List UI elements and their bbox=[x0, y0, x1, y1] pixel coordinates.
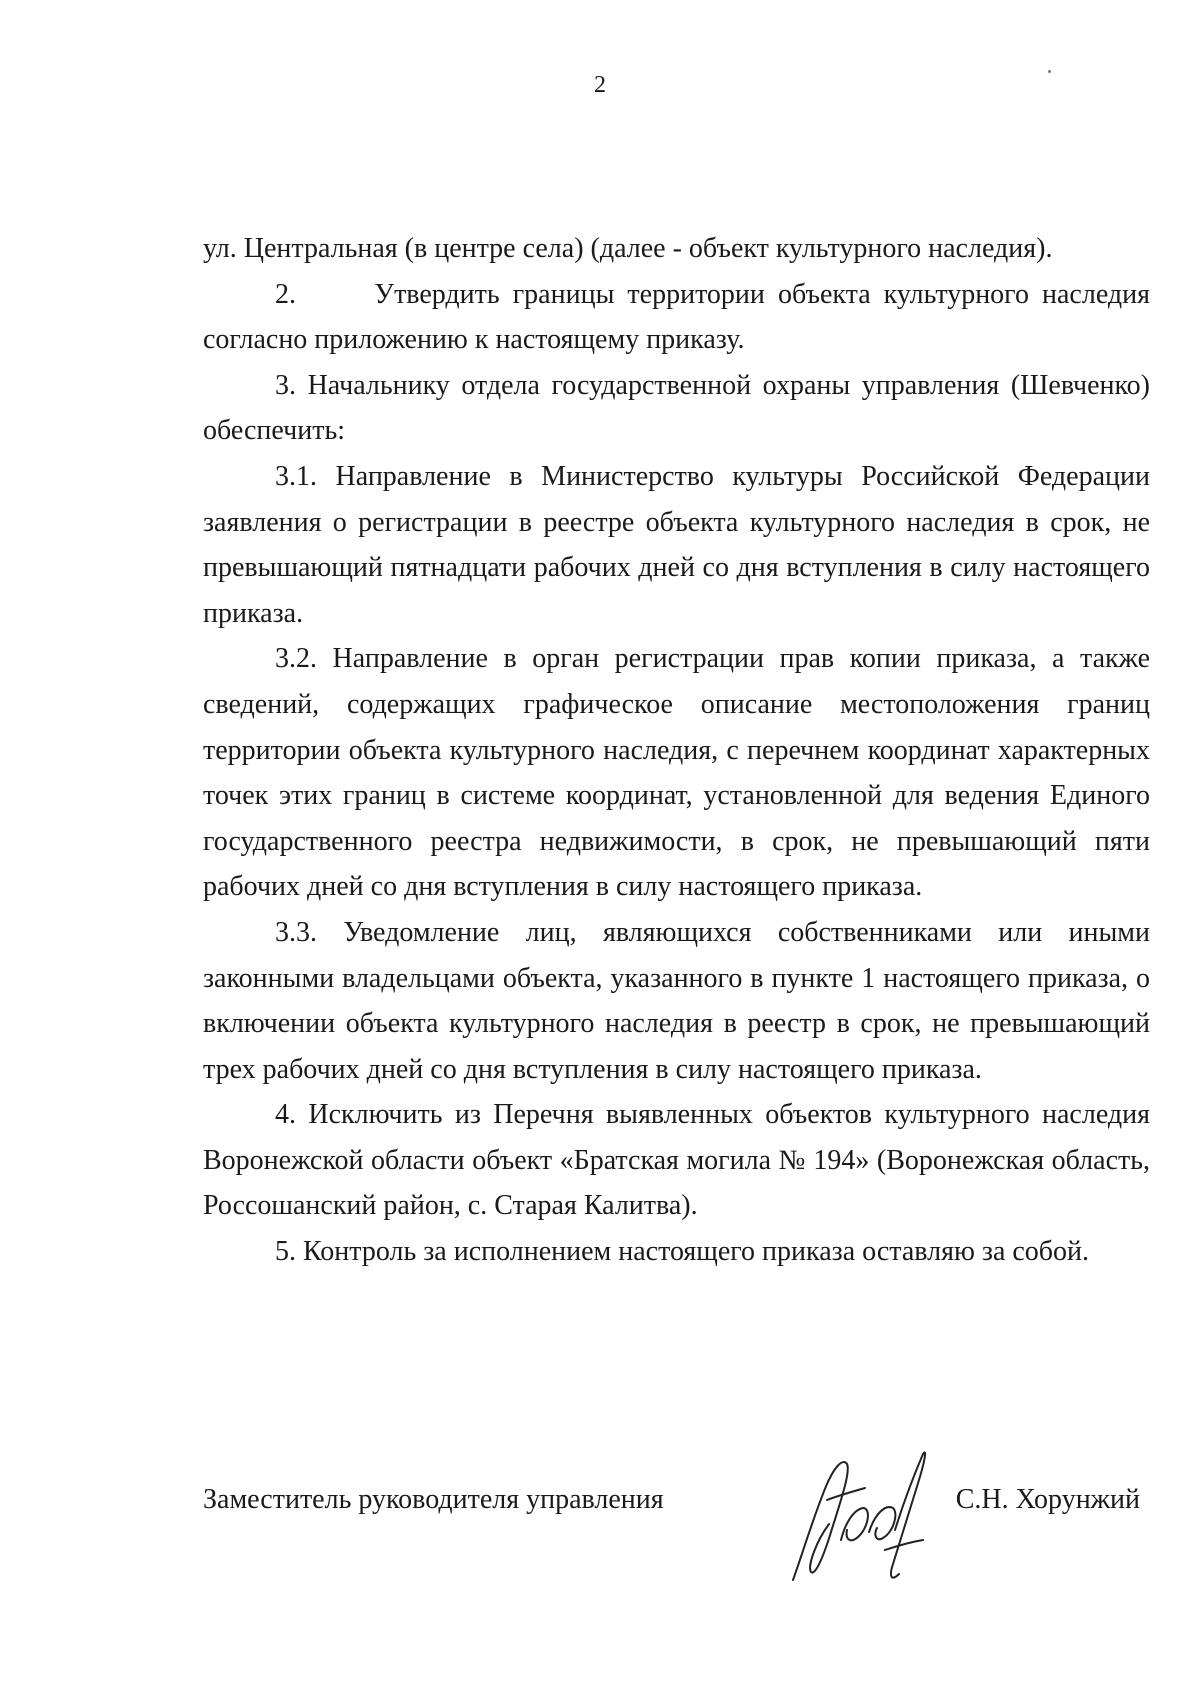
signature-block bbox=[203, 1440, 1150, 1590]
paragraph-item-4: 4. Исключить из Перечня выявленных объектов культурного наследия Воронежской области объект «Братская могила № 194» (Воронежская область, Россошанский район, с. Старая Калитва). bbox=[203, 1099, 1150, 1222]
paragraph-item-5: 5. Контроль за исполнением настоящего приказа оставляю за собой. bbox=[275, 1236, 1090, 1268]
signer-name: С.Н. Хорунжий bbox=[955, 1484, 1140, 1515]
document-body bbox=[203, 226, 1150, 1275]
paragraph-item-3-2: 3.2. Направление в орган регистрации прав копии приказа, а также сведений, содержащих графическое описание местоположения границ территории объекта культурного наследия, с перечнем координат характерных точек этих границ в системе координат, установленной для ведения Единого государственного реестра недвижимости, в срок, не превышающий пяти рабочих дней со дня вступления в силу настоящего приказа. bbox=[203, 643, 1150, 903]
paragraph-item-3-1: 3.1. Направление в Министерство культуры Российской Федерации заявления о регистрации в реестре объекта культурного наследия в срок, не превышающий пятнадцати рабочих дней со дня вступления в силу настоящего приказа. bbox=[203, 460, 1150, 629]
scan-artifact-dot bbox=[1048, 70, 1051, 73]
paragraph-continuation: ул. Центральная (в центре села) (далее - объект культурного наследия). bbox=[203, 233, 1053, 264]
page-number: 2 bbox=[594, 72, 606, 98]
paragraph-item-3-3: 3.3. Уведомление лиц, являющихся собственниками или иными законными владельцами объекта, указанного в пункте 1 настоящего приказа, о включении объекта культурного наследия в реестр в срок, не превышающий трех рабочих дней со дня вступления в силу настоящего приказа. bbox=[203, 916, 1150, 1085]
paragraph-item-3: 3. Начальнику отдела государственной охраны управления (Шевченко) обеспечить: bbox=[203, 369, 1150, 447]
paragraph-item-2: 2. Утвердить границы территории объекта культурного наследия согласно приложению к настоящему приказу. bbox=[203, 278, 1150, 356]
handwritten-signature-icon bbox=[781, 1440, 931, 1590]
signer-position-title: Заместитель руководителя управления bbox=[203, 1484, 664, 1515]
